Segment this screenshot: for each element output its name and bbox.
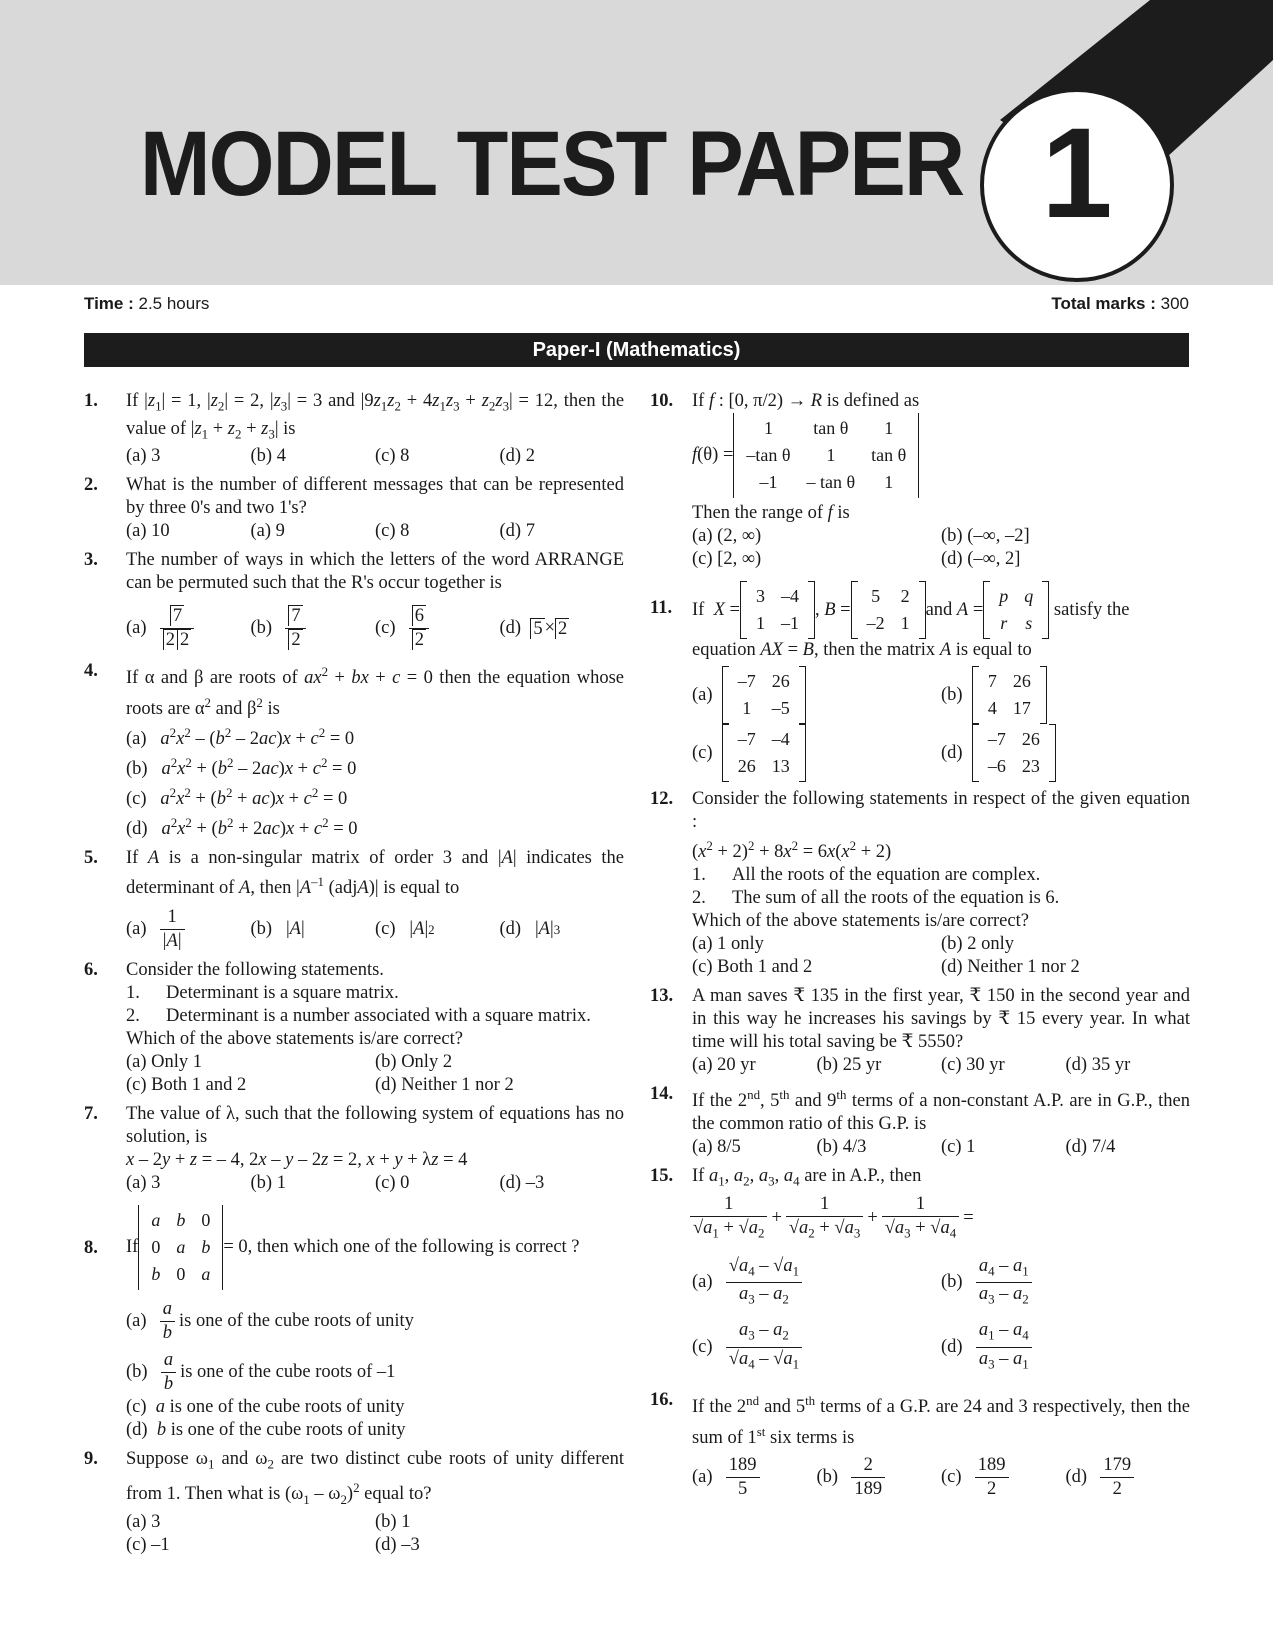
option-b[interactable]: (b) $\frac{2}{189}$ <box>817 1454 942 1501</box>
option-b[interactable]: (b) 7 26 4 17 <box>941 666 1190 724</box>
option-d[interactable]: (d) (–∞, 2] <box>941 549 1021 569</box>
options <box>126 445 624 468</box>
option-d[interactable]: (d) b is one of the cube roots of unity <box>126 1420 406 1441</box>
question-3 <box>84 549 624 652</box>
question-2 <box>84 474 624 543</box>
option-a[interactable]: (a) $\frac{7}{2 2}$ <box>126 605 251 652</box>
marks-value: 300 <box>1160 294 1189 313</box>
option-a[interactable]: (a) (2, ∞) <box>692 526 762 546</box>
option-a[interactable]: (a) $a^2x^2 - (b^2 - 2ac)x + c^2 = 0$ <box>126 724 355 749</box>
question-text: If $a_1$, $a_2$, $a_3$, $a_4$ are in A.P., then <box>692 1166 922 1189</box>
question-7 <box>84 1103 624 1195</box>
question-text: Consider the following statements. <box>126 960 384 981</box>
question-number: 9. <box>84 1449 98 1470</box>
option-a[interactable]: (a) $\frac{a}{b}$ is one of the cube roots of unity <box>126 1299 414 1344</box>
option-d[interactable]: (d) –3 <box>375 1535 420 1555</box>
option-c[interactable]: (c) –7 –4 26 13 <box>692 724 941 782</box>
question-text: If α and β are roots of $ax^2$ + bx + c = 0 then the equation whose roots are $\alpha^2$ and $\beta^2$ is <box>126 664 625 719</box>
option-d[interactable]: (d) $\frac{179}{2}$ <box>1066 1454 1191 1501</box>
option-c[interactable]: (c) 8 <box>375 446 410 467</box>
question-number: 7. <box>84 1104 98 1125</box>
option-d[interactable]: (d) $a^2x^2 + (b^2 + 2ac)x + c^2 = 0$ <box>126 815 358 840</box>
marks-label: Total marks : <box>1051 294 1156 313</box>
option-c[interactable]: (c) –1 <box>126 1535 170 1555</box>
marks-info <box>1051 294 1189 314</box>
question-text: A man saves ₹ 135 in the first year, ₹ 150 in the second year and in this way he increases his savings by ₹ 15 every year. In what time will his total saving be ₹ 5550? <box>692 986 1190 1053</box>
question-text: If A is a non-singular matrix of order 3 and |A| indicates the determinant of A, then $|A^{-1}$ (adjA)| is equal to <box>126 848 625 899</box>
option-b[interactable]: (b) $\frac{a_4 - a_1}{a_3 - a_2}$ <box>941 1255 1190 1311</box>
question-ask: Which of the above statements is/are correct? <box>692 911 1029 932</box>
question-text: If f : [0, π/2) → R is defined as <box>692 391 920 411</box>
question-13 <box>650 985 1190 1077</box>
option-c[interactable]: (c) $\frac{189}{2}$ <box>941 1454 1066 1501</box>
question-1 <box>84 390 624 468</box>
question-text: If the 2nd and 5th terms of a G.P. are 24 and 3 respectively, then the sum of 1st six terms is <box>692 1393 1190 1448</box>
option-c[interactable]: (c) $\frac{a_3 - a_2}{√a_4 - √a_1}$ <box>692 1319 941 1375</box>
section-heading: Paper-I (Mathematics) <box>84 333 1189 367</box>
question-number: 14. <box>650 1084 674 1105</box>
option-c[interactable]: (c) $a^2x^2 + (b^2 + ac)x + c^2 = 0$ <box>126 785 348 810</box>
options <box>692 933 1190 979</box>
question-text: The number of ways in which the letters of the word ARRANGE can be permuted such that the R's occur together is <box>126 550 624 594</box>
option-b[interactable]: (b) $a^2x^2 + (b^2 - 2ac)x + c^2 = 0$ <box>126 754 357 779</box>
option-d[interactable]: (d) 7 <box>499 521 535 542</box>
options <box>126 605 624 652</box>
question-number: 16. <box>650 1390 674 1411</box>
question-9 <box>84 1448 624 1557</box>
option-b[interactable]: (b) $\frac{a}{b}$ is one of the cube roots of –1 <box>126 1350 396 1395</box>
time-label: Time : <box>84 294 134 313</box>
option-c[interactable]: (c) $\frac{6}{2}$ <box>375 605 500 652</box>
option-a[interactable]: (a) –7 26 1 –5 <box>692 666 941 724</box>
question-number: 13. <box>650 986 674 1007</box>
question-10 <box>650 390 1190 571</box>
question-number: 15. <box>650 1166 674 1187</box>
statement-1: 1. All the roots of the equation are complex. <box>692 865 1041 886</box>
time-info <box>84 294 209 314</box>
option-a[interactable]: (a) 20 yr <box>692 1055 756 1076</box>
option-d[interactable]: (d) Neither 1 nor 2 <box>375 1075 514 1096</box>
header-banner <box>0 0 1273 285</box>
determinant: 1 tan θ 1 –tan θ 1 tan θ –1 – tan θ 1 <box>733 413 919 498</box>
expression: $\frac{1}{√a_1 + √a_2}$ + $\frac{1}{√a_2 + √a_3}$ + $\frac{1}{√a_3 + √a_4}$ = <box>686 1193 1190 1245</box>
question-5 <box>84 847 624 953</box>
question-number: 8. <box>84 1238 98 1259</box>
options <box>126 1511 624 1557</box>
options <box>692 666 1190 782</box>
question-16 <box>650 1389 1190 1500</box>
right-column <box>650 390 1190 1507</box>
statement-1: 1. Determinant is a square matrix. <box>126 983 399 1004</box>
question-number: 4. <box>84 661 98 682</box>
time-value: 2.5 hours <box>138 294 210 313</box>
question-number: 3. <box>84 550 98 571</box>
question-11 <box>650 581 1190 782</box>
question-6 <box>84 959 624 1097</box>
option-d[interactable]: (d) | A | 3 <box>499 919 561 940</box>
question-14 <box>650 1083 1190 1159</box>
question-text: The value of λ, such that the following system of equations has no solution, is x – 2y + z = – 4, 2x – y – 2z = 2, x + y + λz = 4 <box>126 1104 624 1171</box>
options <box>126 906 624 953</box>
option-a[interactable]: (a) Only 1 <box>126 1052 203 1073</box>
question-number: 12. <box>650 789 674 809</box>
option-a[interactable]: (a) $\frac{1}{|A|}$ <box>126 906 251 953</box>
option-b[interactable]: (b) $\frac{7}{2}$ <box>251 605 376 652</box>
option-d[interactable]: (d) Neither 1 nor 2 <box>941 957 1080 978</box>
option-c[interactable]: (c) 1 <box>941 1137 976 1158</box>
options <box>692 1454 1190 1501</box>
question-number: 2. <box>84 475 98 496</box>
option-a[interactable]: (a) 1 only <box>692 934 764 955</box>
left-column <box>84 390 624 1563</box>
paper-number-badge <box>980 88 1174 282</box>
question-text-2: equation AX = B, then the matrix A is equal to <box>692 640 1032 660</box>
option-d[interactable]: (d) 35 yr <box>1065 1055 1131 1076</box>
option-d[interactable]: (d) $\frac{a_1 - a_4}{a_3 - a_1}$ <box>941 1319 1190 1375</box>
question-text: What is the number of different messages that can be represented by three 0's and two 1's? <box>126 475 624 519</box>
option-c[interactable]: (c) 8 <box>375 521 410 542</box>
option-a[interactable]: (a) $\frac{√a_4 - √a_1}{a_3 - a_2}$ <box>692 1255 941 1311</box>
option-a[interactable]: (a) $\frac{189}{5}$ <box>692 1454 817 1501</box>
option-c[interactable]: (c) Both 1 and 2 <box>126 1075 247 1096</box>
question-number: 11. <box>650 598 673 618</box>
paper-number: 1 <box>1041 102 1113 245</box>
question-ask: Which of the above statements is/are correct? <box>126 1029 463 1050</box>
question-text: Consider the following statements in respect of the given equation : <box>692 789 1190 832</box>
page-title: MODEL TEST PAPER <box>140 113 964 215</box>
option-d[interactable]: (d) 7/4 <box>1065 1137 1116 1158</box>
option-d[interactable]: (d) –3 <box>499 1173 545 1194</box>
options <box>692 1054 1190 1077</box>
function-definition: f(θ) = 1 tan θ 1 –tan θ 1 tan θ –1 – tan θ 1 <box>692 413 1190 498</box>
option-d[interactable]: (d) –7 26 –6 23 <box>941 724 1190 782</box>
option-b[interactable]: (b) 4 <box>250 446 286 467</box>
option-b[interactable]: (b) 25 yr <box>816 1055 882 1076</box>
option-c[interactable]: (c) a is one of the cube roots of unity <box>126 1397 405 1418</box>
question-12 <box>650 788 1190 979</box>
option-b[interactable]: (b) 1 <box>250 1173 286 1194</box>
option-b[interactable]: (a) 9 <box>250 521 285 542</box>
option-b[interactable]: (b) Only 2 <box>375 1052 453 1073</box>
question-text: If a b 0 0 a b b 0 a = 0, then which one of the following is correct ? <box>126 1205 624 1290</box>
option-a[interactable]: (a) 8/5 <box>692 1137 741 1158</box>
statement-2: 2. The sum of all the roots of the equation is 6. <box>692 888 1060 909</box>
option-c[interactable]: (c) | A | 2 <box>375 919 435 940</box>
question-text: If the 2nd, 5th and 9th terms of a non-constant A.P. are in G.P., then the common ratio of this G.P. is <box>692 1087 1190 1135</box>
question-8 <box>84 1205 624 1442</box>
question-4 <box>84 660 624 841</box>
option-c[interactable]: (c) Both 1 and 2 <box>692 957 813 978</box>
question-number: 1. <box>84 391 98 411</box>
option-a[interactable]: (a) 3 <box>126 1512 161 1532</box>
question-number: 5. <box>84 848 98 869</box>
option-d[interactable]: (d) 5 × 2 <box>499 618 568 640</box>
option-b[interactable]: (b) (–∞, –2] <box>941 526 1030 546</box>
statement-2: 2. Determinant is a number associated with a square matrix. <box>126 1006 591 1027</box>
options <box>692 525 1190 571</box>
question-text: If $|z_1| = 1$, $|z_2| = 2$, $|z_3| = 3$ and $|9z_1z_2 + 4z_1z_3 + z_2z_3| = 12$, then the value of $|z_1 + z_2 + z_3|$ is <box>126 391 625 442</box>
option-b[interactable]: (b) 4/3 <box>816 1137 867 1158</box>
options <box>126 1051 624 1097</box>
option-a[interactable]: (a) 10 <box>126 521 170 542</box>
question-ask: Then the range of f is <box>692 503 850 523</box>
option-c[interactable]: (c) 0 <box>375 1173 410 1194</box>
option-b[interactable]: (b) 2 only <box>941 934 1014 955</box>
question-number: 10. <box>650 391 674 411</box>
equation: $(x^2 + 2)^2 + 8x^2 = 6x(x^2 + 2)$ <box>692 838 892 863</box>
options <box>126 520 624 543</box>
options <box>692 1136 1190 1159</box>
options <box>692 1255 1190 1376</box>
option-b[interactable]: (b) 1 <box>375 1512 411 1532</box>
question-text: Suppose $\omega_1$ and $\omega_2$ are two distinct cube roots of unity different from 1. Then what is $(\omega_1 - \omega_2)^2$ equal to? <box>126 1449 624 1507</box>
options <box>126 1172 624 1195</box>
determinant: a b 0 0 a b b 0 a <box>138 1205 223 1290</box>
option-d[interactable]: (d) 2 <box>499 446 535 467</box>
question-number: 6. <box>84 960 98 981</box>
option-b[interactable]: (b) | A | <box>250 919 305 940</box>
option-c[interactable]: (c) 30 yr <box>941 1055 1005 1076</box>
option-c[interactable]: (c) [2, ∞) <box>692 549 762 569</box>
option-a[interactable]: (a) 3 <box>126 1173 161 1194</box>
question-15 <box>650 1165 1190 1375</box>
question-text: If X = 3 –4 1 –1 , B = 5 2 –2 1 and A = p q r s satisfy the <box>692 581 1190 639</box>
option-a[interactable]: (a) 3 <box>126 446 161 467</box>
